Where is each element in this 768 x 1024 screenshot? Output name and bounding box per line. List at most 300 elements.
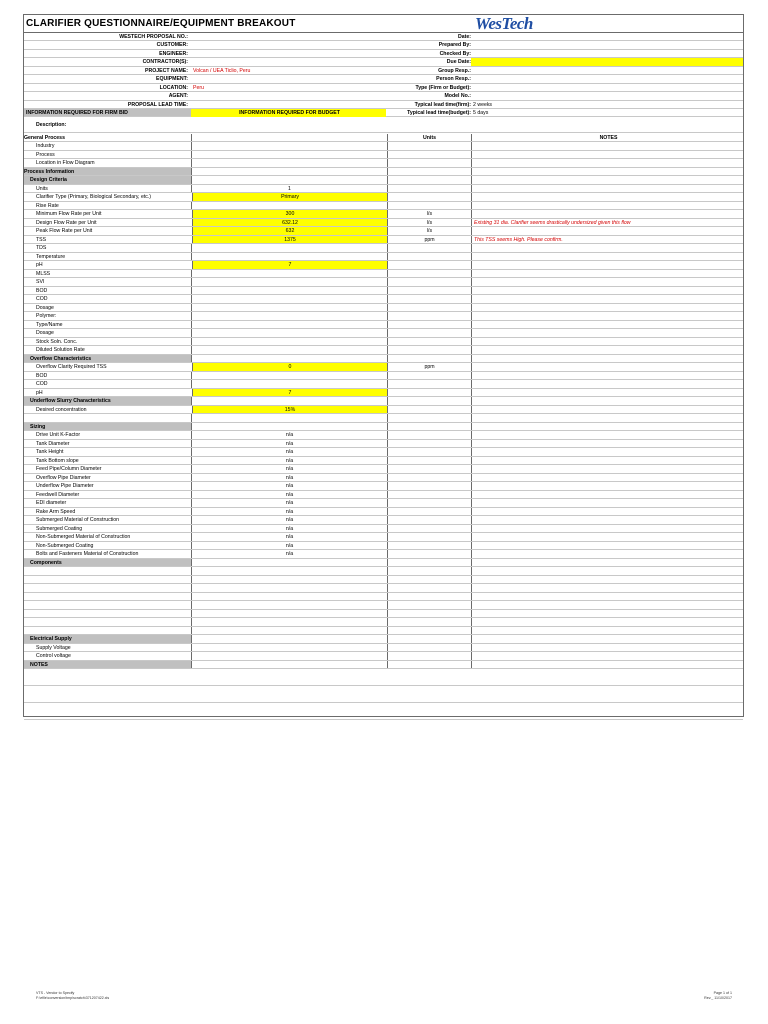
value-cell[interactable] [191,253,387,261]
notes-cell[interactable] [471,142,743,150]
table-row [24,287,743,296]
notes-cell[interactable] [471,440,743,448]
footer-right: Page 1 of 1 Rev._ 11/10/2017 [704,991,732,1000]
title-row [24,15,743,33]
units-cell[interactable] [387,584,471,592]
value-cell[interactable]: 1375 [192,236,387,244]
notes-cell[interactable] [471,270,743,278]
units-cell[interactable] [387,193,471,201]
notes-cell[interactable] [471,185,743,193]
table-row [24,516,743,525]
row-label [24,584,191,592]
notes-cell[interactable] [471,542,743,550]
notes-cell[interactable] [471,508,743,516]
header-field[interactable] [471,84,743,92]
value-cell[interactable] [191,142,387,150]
value-cell[interactable] [191,593,387,601]
units-cell[interactable] [387,482,471,490]
notes-cell[interactable] [471,567,743,575]
table-row [24,389,743,398]
units-cell[interactable] [387,440,471,448]
value-cell[interactable] [191,321,387,329]
units-cell[interactable] [387,474,471,482]
units-cell[interactable] [387,380,471,388]
notes-cell[interactable] [471,499,743,507]
value-cell[interactable] [191,423,387,431]
notes-cell[interactable] [471,431,743,439]
notes-cell[interactable] [471,287,743,295]
units-cell[interactable] [387,508,471,516]
notes-cell[interactable] [471,644,743,652]
row-label [24,601,191,609]
notes-cell[interactable] [471,278,743,286]
value-cell[interactable]: 7 [192,389,387,397]
units-cell[interactable] [387,559,471,567]
units-cell[interactable]: Units [387,134,471,142]
table-row [24,278,743,287]
header-label: Type (Firm or Budget): [415,84,471,91]
value-cell[interactable] [191,644,387,652]
notes-cell[interactable] [471,457,743,465]
value-cell[interactable] [191,559,387,567]
table-row [24,627,743,636]
units-cell[interactable] [387,567,471,575]
row-label: Temperature [36,253,66,260]
units-cell[interactable] [387,338,471,346]
value-cell[interactable]: 15% [192,406,387,414]
value-cell[interactable] [191,304,387,312]
value-cell[interactable] [191,202,387,210]
header-field[interactable] [471,75,743,83]
notes-cell[interactable] [471,210,743,218]
units-cell[interactable] [387,372,471,380]
value-cell[interactable] [191,134,387,142]
notes-cell[interactable] [471,491,743,499]
table-row [24,525,743,534]
row-label: COD [36,296,48,302]
notes-cell[interactable] [471,151,743,159]
units-cell[interactable] [387,168,471,176]
value-cell[interactable] [191,329,387,337]
header-row [24,92,743,100]
table-row [24,610,743,619]
value-cell[interactable] [191,372,387,380]
table-row [24,584,743,593]
units-cell[interactable] [387,406,471,414]
row-label: Underflow Slurry Characteristics [24,397,191,405]
units-cell[interactable] [387,652,471,660]
row-label: Process Information [24,168,191,176]
row-label: Non-Submerged Coating [36,542,94,549]
row-label: MLSS [36,270,51,277]
header-field[interactable] [471,67,743,75]
header-label: CONTRACTOR(S): [142,59,188,66]
value-cell[interactable] [191,176,387,184]
row-label: pH [36,262,43,268]
units-cell[interactable] [387,295,471,303]
notes-cell[interactable] [471,329,743,337]
units-cell[interactable]: l/s [387,219,471,227]
row-label: Minimum Flow Rate per Unit [36,211,102,217]
units-cell[interactable] [387,287,471,295]
units-cell[interactable] [387,542,471,550]
notes-cell[interactable] [471,533,743,541]
value-cell[interactable]: n/a [191,431,387,439]
notes-cell[interactable] [471,661,743,669]
notes-cell[interactable] [471,584,743,592]
row-label: Stock Soln. Conc. [36,338,78,345]
units-cell[interactable] [387,525,471,533]
table-row [24,210,743,219]
value-cell[interactable]: n/a [191,440,387,448]
units-cell[interactable] [387,159,471,167]
notes-cell[interactable] [471,176,743,184]
header-field[interactable] [191,92,386,100]
units-cell[interactable] [387,661,471,669]
notes-cell[interactable] [471,601,743,609]
notes-cell[interactable] [471,652,743,660]
header-field[interactable] [191,75,386,83]
units-cell[interactable] [387,576,471,584]
value-cell[interactable] [191,397,387,405]
header-label: Due Date: [446,59,471,66]
header-field[interactable]: 2 weeks [473,101,493,108]
units-cell[interactable] [387,465,471,473]
notes-cell[interactable] [471,346,743,354]
notes-cell[interactable] [471,627,743,635]
units-cell[interactable] [387,278,471,286]
units-cell[interactable] [387,414,471,422]
header-field[interactable] [471,33,743,41]
table-row [24,185,743,194]
value-cell[interactable]: Primary [192,193,387,201]
value-cell[interactable] [191,159,387,167]
row-label [24,576,191,584]
header-row [24,67,743,75]
table-row [24,159,743,168]
value-cell[interactable] [191,567,387,575]
header-field[interactable] [191,50,386,58]
table-row [24,142,743,151]
table-row [24,576,743,585]
notes-cell[interactable] [471,338,743,346]
units-cell[interactable] [387,533,471,541]
value-cell[interactable] [191,355,387,363]
units-cell[interactable] [387,397,471,405]
table-row [24,397,743,406]
value-cell[interactable]: 0 [192,363,387,371]
value-cell[interactable]: 632 [192,227,387,235]
value-cell[interactable]: 632.12 [192,219,387,227]
value-cell[interactable] [191,627,387,635]
value-cell[interactable]: n/a [191,465,387,473]
value-cell[interactable]: n/a [191,550,387,558]
notes-cell[interactable] [471,295,743,303]
value-cell[interactable] [191,338,387,346]
value-cell[interactable] [191,346,387,354]
header-row [24,101,743,109]
units-cell[interactable] [387,618,471,626]
value-cell[interactable]: n/a [191,448,387,456]
header-field[interactable] [191,33,386,41]
header-label: Checked By: [439,50,471,57]
units-cell[interactable] [387,516,471,524]
notes-cell[interactable] [471,312,743,320]
notes-cell[interactable] [471,244,743,252]
units-cell[interactable]: ppm [387,236,471,244]
table-row [24,338,743,347]
value-cell[interactable]: n/a [191,525,387,533]
units-cell[interactable] [387,423,471,431]
value-cell[interactable] [191,380,387,388]
row-label: Underflow Pipe Diameter [36,483,94,489]
value-cell[interactable]: n/a [191,533,387,541]
value-cell[interactable]: 7 [192,261,387,269]
value-cell[interactable] [191,584,387,592]
table-row [24,312,743,321]
notes-cell[interactable] [471,525,743,533]
value-cell[interactable] [191,287,387,295]
value-cell[interactable] [191,661,387,669]
notes-cell[interactable] [471,465,743,473]
notes-cell[interactable] [471,227,743,235]
notes-cell[interactable]: This TSS seems High. Please confirm. [471,236,743,244]
notes-cell[interactable] [471,261,743,269]
value-cell[interactable] [191,312,387,320]
row-label: Clarifier Type (Primary, Biological Secondary, etc.) [36,194,152,200]
row-label: NOTES [24,661,191,669]
header-label: Typical lead time(firm): [414,101,471,108]
row-label: Location in Flow Diagram [36,160,95,166]
value-cell[interactable]: 300 [192,210,387,218]
notes-cell[interactable] [471,355,743,363]
header-label: CUSTOMER: [156,42,188,49]
notes-line[interactable] [24,669,743,686]
header-field[interactable] [471,50,743,58]
value-cell[interactable] [191,295,387,303]
table-row [24,499,743,508]
value-cell[interactable]: n/a [191,542,387,550]
notes-cell[interactable] [471,168,743,176]
header-field[interactable]: 5 days [473,109,489,116]
notes-cell[interactable] [471,559,743,567]
value-cell[interactable] [191,576,387,584]
row-label: Supply Voltage [36,644,71,651]
notes-cell[interactable] [471,474,743,482]
units-cell[interactable] [387,261,471,269]
units-cell[interactable] [387,635,471,643]
row-label [24,610,191,618]
table-row [24,414,743,423]
value-cell[interactable]: 1 [191,185,387,193]
value-cell[interactable] [191,244,387,252]
units-cell[interactable] [387,499,471,507]
notes-cell[interactable] [471,406,743,414]
units-cell[interactable] [387,346,471,354]
units-cell[interactable] [387,142,471,150]
table-row [24,508,743,517]
notes-line[interactable] [24,686,743,703]
table-row [24,423,743,432]
header-label: Model No.: [444,93,471,100]
info-budget-label: INFORMATION REQUIRED FOR BUDGET [191,109,386,117]
value-cell[interactable]: n/a [191,499,387,507]
units-cell[interactable] [387,448,471,456]
units-cell[interactable]: l/s [387,227,471,235]
header-field[interactable] [191,41,386,49]
units-cell[interactable] [387,457,471,465]
notes-cell[interactable] [471,516,743,524]
header-field[interactable] [191,101,386,109]
units-cell[interactable]: ppm [387,363,471,371]
notes-cell[interactable] [471,397,743,405]
table-row [24,440,743,449]
header-field[interactable]: Peru [193,84,204,91]
units-cell[interactable] [387,244,471,252]
description-label: Description: [36,122,67,129]
row-label: Electrical Supply [24,635,191,643]
table-row [24,542,743,551]
units-cell[interactable] [387,270,471,278]
value-cell[interactable] [191,618,387,626]
notes-cell[interactable] [471,448,743,456]
row-label: Type/Name [36,321,63,328]
units-cell[interactable] [387,304,471,312]
notes-cell[interactable] [471,159,743,167]
header-label: PROPOSAL LEAD TIME: [127,101,188,108]
notes-cell[interactable] [471,304,743,312]
units-cell[interactable] [387,253,471,261]
table-row [24,168,743,177]
notes-cell[interactable] [471,482,743,490]
table-row [24,465,743,474]
header-field[interactable] [471,41,743,49]
header-row [24,109,743,117]
row-label: Peak Flow Rate per Unit [36,228,93,234]
units-cell[interactable] [387,431,471,439]
value-cell[interactable]: n/a [191,457,387,465]
notes-cell[interactable] [471,193,743,201]
value-cell[interactable]: n/a [191,474,387,482]
value-cell[interactable]: n/a [191,482,387,490]
row-label: EDI diameter [36,500,67,506]
units-cell[interactable] [387,202,471,210]
units-cell[interactable] [387,355,471,363]
value-cell[interactable] [191,278,387,286]
table-row [24,652,743,661]
value-cell[interactable] [191,601,387,609]
row-label [24,414,191,422]
header-label: Group Resp.: [438,67,471,74]
value-cell[interactable] [191,652,387,660]
header-row [24,75,743,83]
value-cell[interactable] [191,168,387,176]
header-field[interactable] [471,92,743,100]
header-label: Date: [458,34,471,40]
header-field[interactable] [471,58,743,66]
value-cell[interactable] [191,635,387,643]
value-cell[interactable] [191,414,387,422]
row-label [24,627,191,635]
units-cell[interactable] [387,151,471,159]
row-label: Control voltage [36,653,71,659]
table-row [24,372,743,381]
units-cell[interactable] [387,593,471,601]
units-cell[interactable] [387,550,471,558]
table-row [24,193,743,202]
units-cell[interactable] [387,610,471,618]
value-cell[interactable] [191,270,387,278]
units-cell[interactable] [387,601,471,609]
header-label: AGENT: [168,93,188,100]
notes-cell[interactable] [471,202,743,210]
row-label: Bolts and Fasteners Material of Construction [36,551,139,557]
notes-cell[interactable]: NOTES [471,134,743,142]
table-row [24,295,743,304]
units-cell[interactable] [387,644,471,652]
notes-cell[interactable] [471,380,743,388]
notes-cell[interactable] [471,253,743,261]
row-label [24,618,191,626]
info-firm-label: INFORMATION REQUIRED FOR FIRM BID [26,109,128,116]
notes-cell[interactable] [471,576,743,584]
units-cell[interactable] [387,329,471,337]
table-row [24,457,743,466]
notes-cell[interactable] [471,618,743,626]
notes-cell[interactable] [471,610,743,618]
units-cell[interactable] [387,321,471,329]
units-cell[interactable] [387,185,471,193]
notes-cell[interactable] [471,423,743,431]
units-cell[interactable] [387,491,471,499]
value-cell[interactable] [191,610,387,618]
units-cell[interactable]: l/s [387,210,471,218]
notes-cell[interactable]: Existing 31 dia. Clarifier seems drastically undersized given this flow [471,219,743,227]
value-cell[interactable]: n/a [191,491,387,499]
header-label: Person Resp.: [436,76,471,83]
units-cell[interactable] [387,389,471,397]
row-label: Polymer: [36,313,57,319]
row-label: Process [36,151,55,158]
header-field[interactable]: Volcan / UEA Ticlio, Peru [193,67,251,74]
header-row [24,50,743,58]
units-cell[interactable] [387,312,471,320]
notes-cell[interactable] [471,593,743,601]
table-row [24,219,743,228]
notes-line[interactable] [24,703,743,720]
notes-cell[interactable] [471,414,743,422]
notes-cell[interactable] [471,363,743,371]
row-label: Dosage [36,304,54,311]
value-cell[interactable]: n/a [191,516,387,524]
units-cell[interactable] [387,176,471,184]
units-cell[interactable] [387,627,471,635]
table-row [24,134,743,143]
row-label: BOD [36,372,48,379]
notes-cell[interactable] [471,550,743,558]
table-row [24,202,743,211]
value-cell[interactable] [191,151,387,159]
header-field[interactable] [191,58,386,66]
notes-cell[interactable] [471,389,743,397]
table-row [24,244,743,253]
notes-cell[interactable] [471,635,743,643]
table-row [24,601,743,610]
notes-cell[interactable] [471,321,743,329]
notes-cell[interactable] [471,372,743,380]
header-label: Typical lead time(budget): [407,109,471,116]
value-cell[interactable]: n/a [191,508,387,516]
